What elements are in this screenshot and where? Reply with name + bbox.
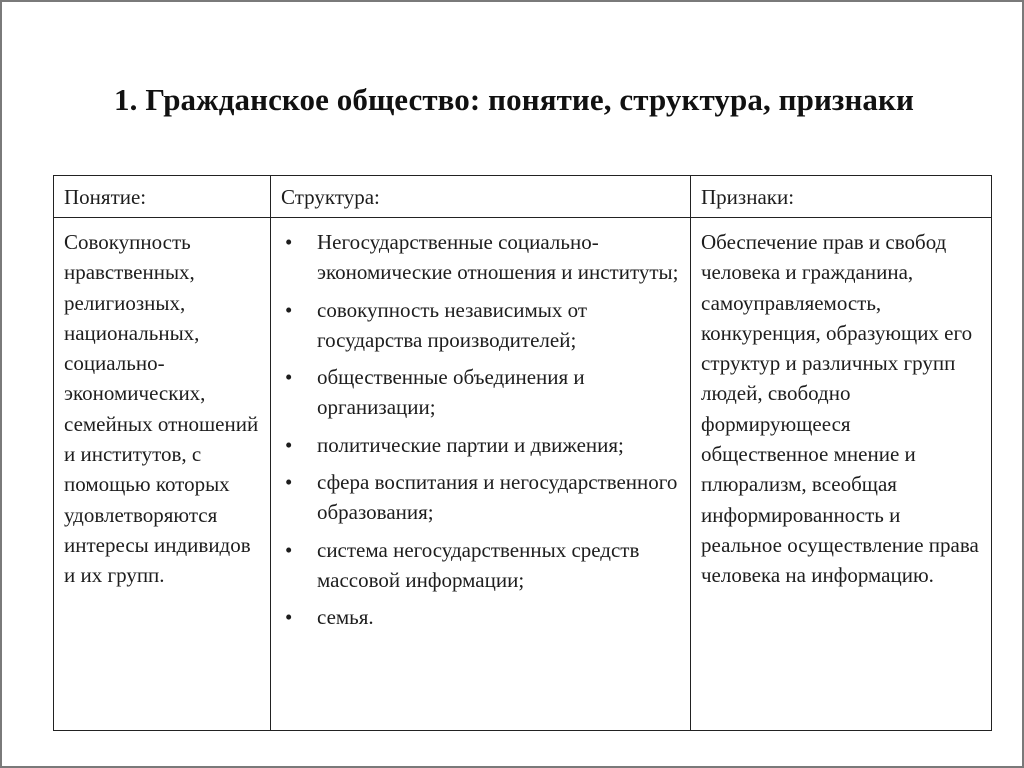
list-item [281,602,682,632]
list-item [281,227,682,288]
civil-society-table [53,175,992,731]
structure-item-text: сфера воспитания и негосударственного образования; [317,470,678,525]
bullet-icon: • [285,605,293,630]
structure-cell [271,218,691,731]
bullet-icon: • [285,297,293,322]
bullet-icon: • [285,230,293,254]
signs-cell [691,218,992,731]
list-item [281,467,682,528]
list-item [281,430,682,460]
structure-list [281,227,682,633]
concept-cell [54,218,271,731]
list-item [281,535,682,596]
concept-text: Совокупность нравственных, религиозных, национальных, социально-экономических, семейных отношений и институтов, с помощью которых удовлетворяются интересы индивидов и их групп. [64,230,259,588]
bullet-icon: • [285,470,293,495]
bullet-icon: • [285,537,293,562]
structure-item-text: семья. [317,605,374,630]
list-item [281,362,682,423]
bullet-icon: • [285,365,293,390]
structure-item-text: система негосударственных средств массовой информации; [317,537,640,592]
header-signs: Признаки: [691,176,992,218]
slide-title: 1. Гражданское общество: понятие, структура, признаки [114,82,914,117]
structure-item-text: политические партии и движения; [317,432,624,457]
header-concept: Понятие: [54,176,271,218]
structure-item-text: совокупность независимых от государства производителей; [317,297,588,352]
list-item [281,295,682,356]
bullet-icon: • [285,432,293,457]
table-header-row [54,176,992,218]
header-structure: Структура: [271,176,691,218]
structure-item-text: общественные объединения и организации; [317,365,585,420]
structure-item-text: Негосударственные социально-экономические отношения и институты; [317,230,679,285]
table-body-row [54,218,992,731]
signs-text: Обеспечение прав и свобод человека и гражданина, самоуправляемость, конкуренция, образующих его структур и различных групп людей, свободно формирующееся общественное мнение и плюрализм, всеобщая информированность и реальное осуществление права человека на информацию. [701,230,979,588]
